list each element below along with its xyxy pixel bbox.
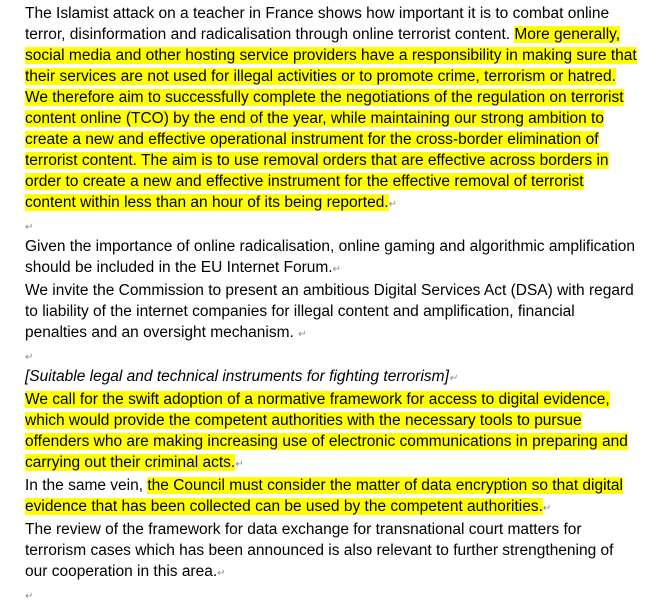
heading-text: [Suitable legal and technical instruments for fighting terrorism] — [25, 368, 449, 385]
highlight-providers-responsibility: social media and other hosting service providers have a responsibility in making sure that their services are not used for illegal activities or to promote crime, terrorism or hatred. We therefore aim to successfully complete the negotiations of the regulation on terrorist content online (TCO) by the end of the year, while maintaining our strong ambition to create a new and effective operational instrument for the cross-border elimination of terrorist content. The aim is to use removal orders that are effective across borders in order to create a new and effective instrument for the effective removal of terrorist content within less than an hour of its being reported. — [25, 47, 637, 211]
empty-line — [25, 215, 637, 236]
paragraph-mark: ↵ — [298, 329, 307, 340]
highlight-data-encryption: the Council must consider the matter of data encryption so that digital evidence that has been collected can be used by the competent authorities. — [25, 477, 623, 515]
document-body — [25, 3, 637, 605]
paragraph-mark: ↵ — [542, 503, 552, 514]
paragraph-mark: ↵ — [388, 199, 398, 210]
text-plain: Given the importance of online radicalisation, online gaming and algorithmic amplification should be included in the EU Internet Forum. — [25, 238, 636, 276]
text-plain: The review of the framework for data exchange for transnational court matters for terrorism cases which has been announced is also relevant to further strengthening of our cooperation in this area. — [25, 521, 614, 580]
highlight-more-generally: More generally, — [514, 26, 621, 43]
paragraph-mark: ↵ — [217, 568, 226, 579]
paragraph-dsa — [25, 280, 637, 345]
paragraph-mark: ↵ — [25, 352, 34, 363]
paragraph-encryption — [25, 475, 637, 519]
paragraph-mark: ↵ — [332, 264, 341, 275]
text-plain: We invite the Commission to present an ambitious Digital Services Act (DSA) with regard to liability of the internet companies for illegal content and amplification, financial penalties and an oversight mechanism. — [25, 282, 634, 341]
paragraph-internet-forum — [25, 236, 637, 280]
paragraph-mark: ↵ — [448, 373, 458, 384]
paragraph-digital-evidence — [25, 389, 637, 475]
paragraph-terror-online — [25, 3, 637, 215]
section-heading-legal-instruments — [25, 366, 637, 389]
empty-line — [25, 584, 637, 605]
paragraph-mark: ↵ — [235, 459, 244, 470]
text-plain: The Islamist attack on a teacher in France shows how important it is to combat online terror, disinformation and radicalisation through online terrorist content. — [25, 5, 610, 43]
highlight-normative-framework: We call for the swift adoption of a normative framework for access to digital evidence, which would provide the competent authorities with the necessary tools to pursue offenders who are making increasing use of electronic communications in preparing and carrying out their criminal acts. — [25, 391, 628, 471]
paragraph-data-exchange — [25, 519, 637, 584]
paragraph-mark: ↵ — [25, 591, 34, 602]
empty-line — [25, 345, 637, 366]
text-plain: In the same vein, — [25, 477, 148, 494]
paragraph-mark: ↵ — [25, 222, 34, 233]
